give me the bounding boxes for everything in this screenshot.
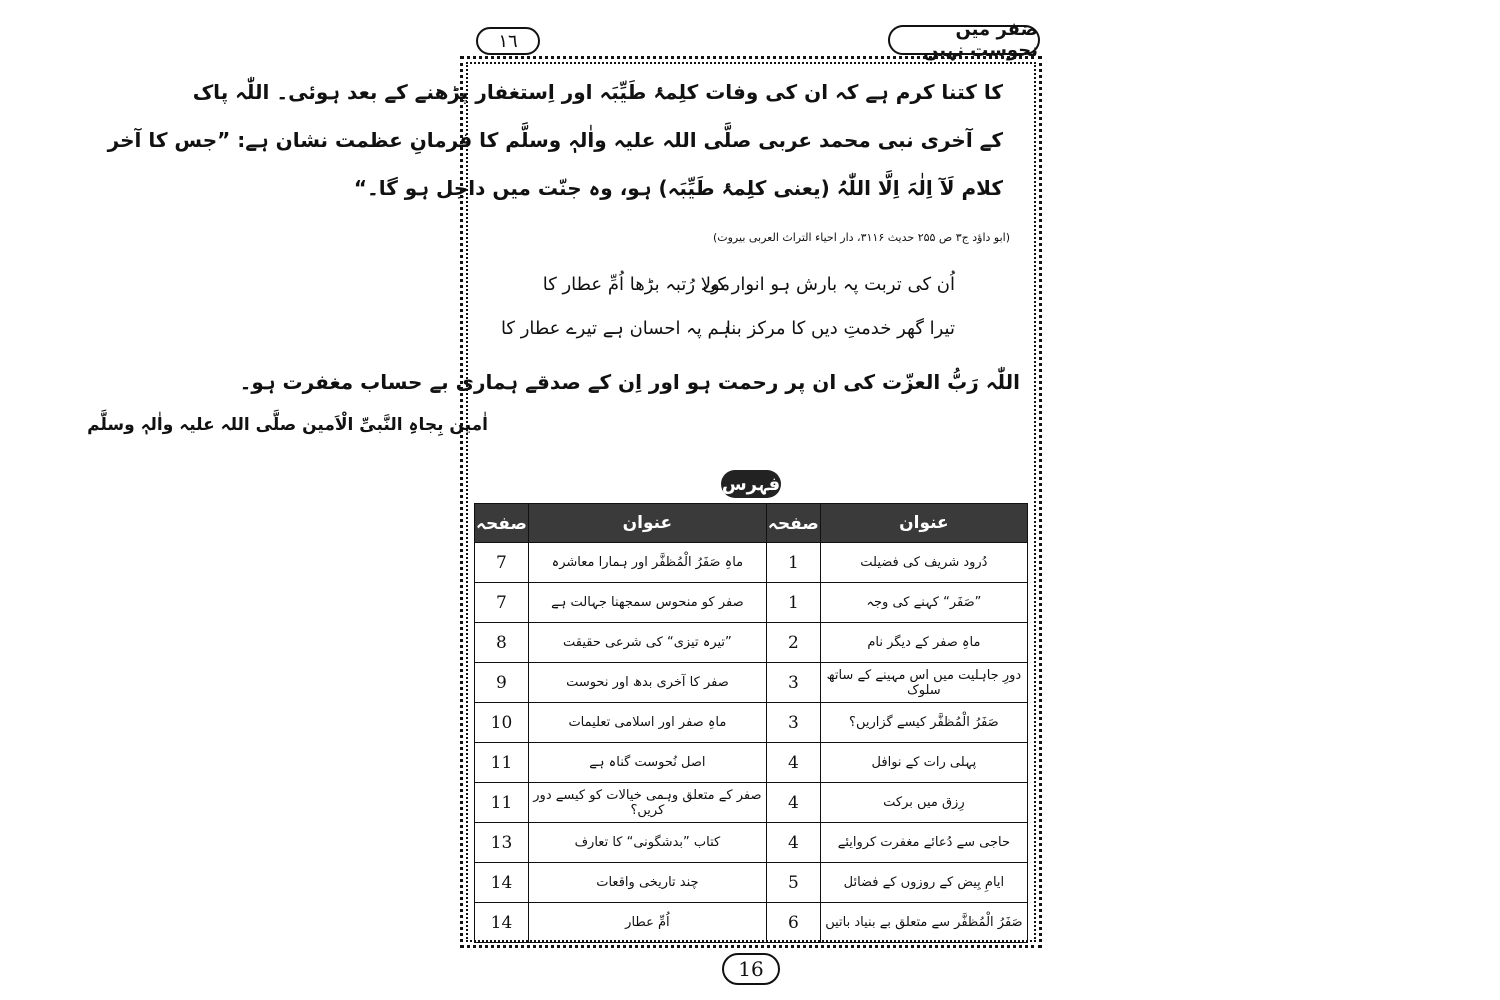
- citation: (ابو داؤد ج۳ ص ۲۵۵ حدیث ۳۱۱۶، دار احیاء التراث العربی بیروت): [712, 231, 1010, 244]
- header-book-title-text: صَفر میں نحوست نہیں: [923, 19, 1038, 61]
- index-left-title: ماہِ صفر اور اسلامی تعلیمات: [528, 703, 766, 743]
- index-right-page: 2: [766, 623, 820, 663]
- index-right-title: پہلی رات کے نوافل: [820, 743, 1027, 783]
- index-right-title: دورِ جاہلیت میں اس مہینے کے ساتھ سلوک: [820, 663, 1027, 703]
- table-row: [475, 583, 1028, 623]
- verse-1-first-half: اُن کی تربت پہ بارش ہو انوار کی: [702, 274, 955, 295]
- index-left-page: 11: [475, 783, 529, 823]
- index-right-page: 1: [766, 543, 820, 583]
- index-left-page: 7: [475, 583, 529, 623]
- index-right-title: رِزق میں برکت: [820, 783, 1027, 823]
- header-title-left: عنوان: [528, 504, 766, 543]
- header-page-right: صفحہ: [766, 504, 820, 543]
- index-left-page: 8: [475, 623, 529, 663]
- index-left-page: 13: [475, 823, 529, 863]
- index-left-title: اصل نُحوست گناہ ہے: [528, 743, 766, 783]
- index-right-page: 1: [766, 583, 820, 623]
- paragraph-line-2: کے آخری نبی محمد عربی صلَّی اللہ علیہ واٰلہٖ وسلَّم کا فرمانِ عظمت نشان ہے: ”جس کا آخر: [107, 128, 1003, 152]
- verse-2-first-half: تیرا گھر خدمتِ دیں کا مرکز بنا: [725, 318, 955, 339]
- table-row: [475, 703, 1028, 743]
- index-body: [475, 543, 1028, 943]
- index-left-title: صفر کا آخری بدھ اور نحوست: [528, 663, 766, 703]
- index-right-title: صَفَرُ الْمُظفَّر سے متعلق بے بنیاد باتیں: [820, 903, 1027, 943]
- index-left-page: 14: [475, 863, 529, 903]
- index-right-page: 4: [766, 783, 820, 823]
- index-right-title: ماہِ صفر کے دیگر نام: [820, 623, 1027, 663]
- footer-page-number-text: 16: [738, 957, 764, 981]
- table-row: [475, 823, 1028, 863]
- index-right-page: 3: [766, 703, 820, 743]
- index-right-page: 6: [766, 903, 820, 943]
- dua-line: اللّٰہ رَبُّ العزّت کی ان پر رحمت ہو اور اِن کے صدقے ہماری بے حساب مغفرت ہو۔: [239, 370, 1020, 394]
- table-row: [475, 543, 1028, 583]
- header-page-number: [476, 27, 540, 55]
- index-right-page: 5: [766, 863, 820, 903]
- index-left-page: 11: [475, 743, 529, 783]
- header-title-right: عنوان: [820, 504, 1027, 543]
- index-header-row: [475, 504, 1028, 543]
- index-table: [474, 503, 1028, 943]
- index-left-title: صفر کے متعلق وہمی خیالات کو کیسے دور کریں؟: [528, 783, 766, 823]
- index-left-page: 10: [475, 703, 529, 743]
- header-page-left: صفحہ: [475, 504, 529, 543]
- index-right-title: حاجی سے دُعائے مغفرت کروایئے: [820, 823, 1027, 863]
- paragraph-line-1: کا کتنا کرم ہے کہ ان کی وفات کلِمۂ طَیِّبَہ اور اِستغفار پڑھنے کے بعد ہوئی۔ اللّٰہ پاک: [192, 80, 1003, 104]
- index-left-page: 9: [475, 663, 529, 703]
- verse-1-second-half: مولا رُتبہ بڑھا اُمِّ عطار کا: [542, 274, 730, 295]
- index-left-page: 7: [475, 543, 529, 583]
- index-left-title: صفر کو منحوس سمجھنا جہالت ہے: [528, 583, 766, 623]
- index-title-text: فہرس: [721, 473, 781, 495]
- table-row: [475, 783, 1028, 823]
- index-left-title: ”تیرہ تیزی“ کی شرعی حقیقت: [528, 623, 766, 663]
- verse-2-second-half: ہم پہ احسان ہے تیرے عطار کا: [500, 318, 730, 339]
- header-book-title: [888, 19, 1040, 61]
- index-right-title: ایامِ بِیض کے روزوں کے فضائل: [820, 863, 1027, 903]
- index-left-title: چند تاریخی واقعات: [528, 863, 766, 903]
- index-right-title: صَفَرُ الْمُظفَّر کیسے گزاریں؟: [820, 703, 1027, 743]
- index-right-title: دُرود شریف کی فضیلت: [820, 543, 1027, 583]
- paragraph-line-3: کلام لَآ اِلٰہَ اِلَّا اللّٰہُ (یعنی کلِمۂ طَیِّبَہ) ہو، وہ جنّت میں داخِل ہو گا۔“: [353, 176, 1003, 200]
- ameen-line: اٰمین بِجاہِ النَّبیِّ الْاَمین صلَّی اللہ علیہ واٰلہٖ وسلَّم: [87, 415, 488, 435]
- table-row: [475, 863, 1028, 903]
- index-left-title: ماہِ صَفَرُ الْمُظفَّر اور ہمارا معاشرہ: [528, 543, 766, 583]
- index-title: [721, 470, 781, 498]
- index-left-title: اُمِّ عطار: [528, 903, 766, 943]
- index-right-title: ”صَفَر“ کہنے کی وجہ: [820, 583, 1027, 623]
- index-right-page: 4: [766, 743, 820, 783]
- index-right-page: 4: [766, 823, 820, 863]
- table-row: [475, 663, 1028, 703]
- index-left-page: 14: [475, 903, 529, 943]
- table-row: [475, 903, 1028, 943]
- table-row: [475, 743, 1028, 783]
- header-page-number-text: ١٦: [498, 30, 518, 52]
- table-row: [475, 623, 1028, 663]
- index-left-title: کتاب ”بدشگونی“ کا تعارف: [528, 823, 766, 863]
- index-right-page: 3: [766, 663, 820, 703]
- footer-page-number: [722, 953, 780, 985]
